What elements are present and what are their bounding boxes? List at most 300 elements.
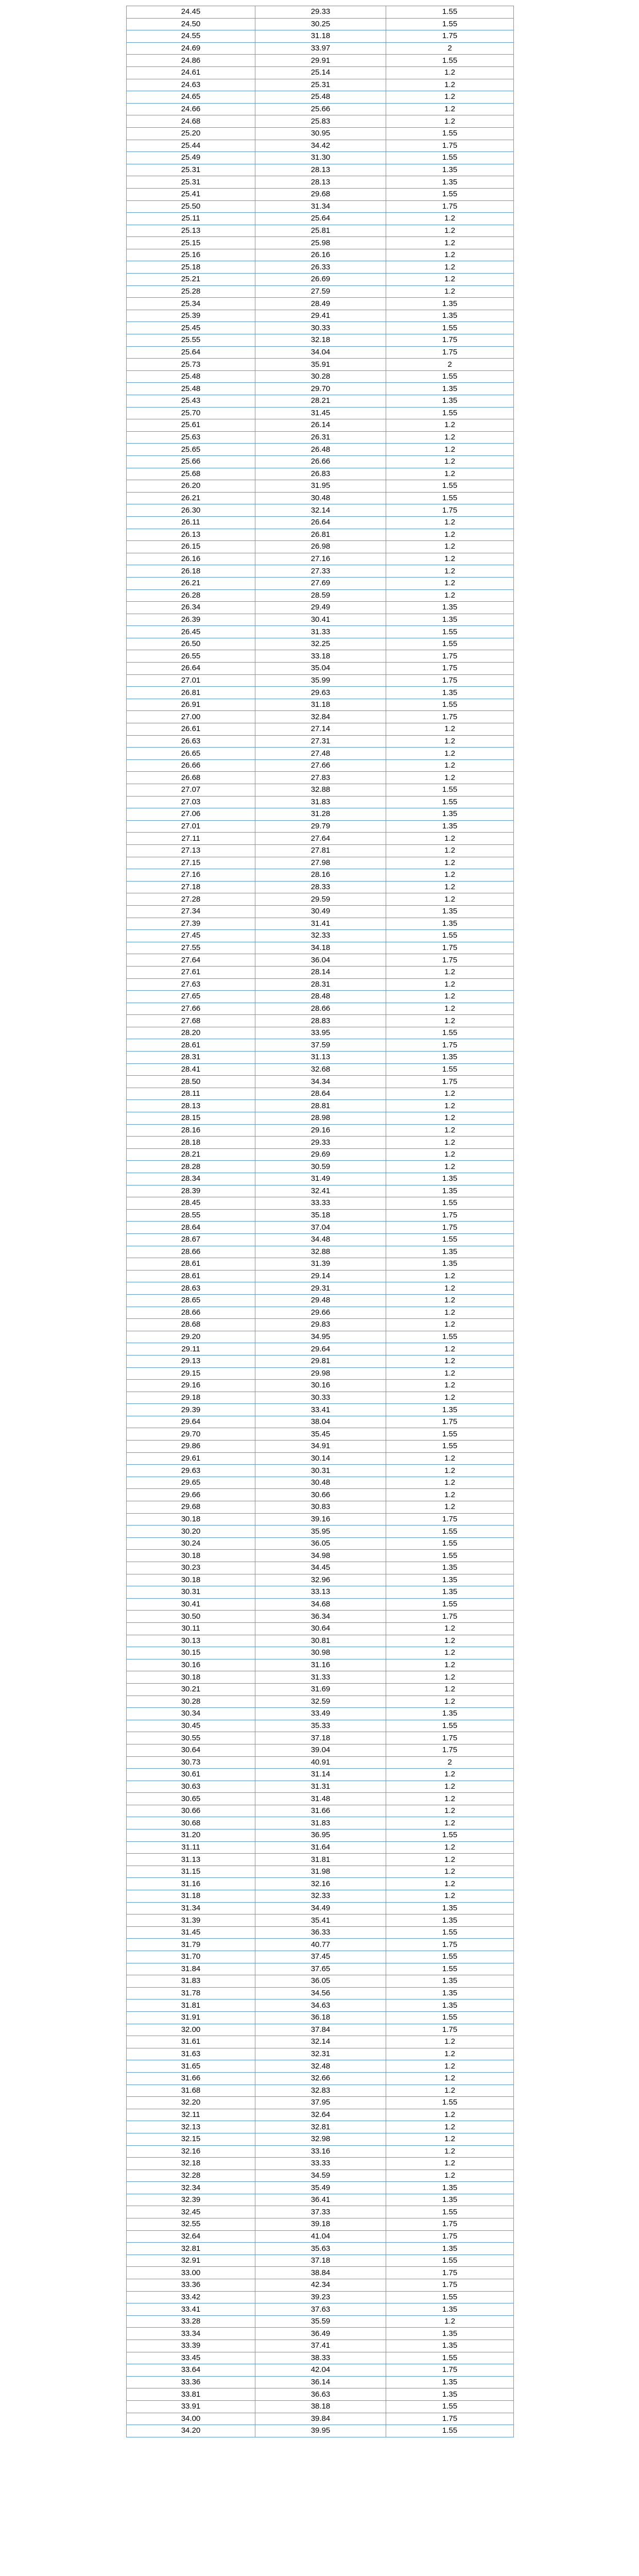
table-cell-col-2: 37.45 xyxy=(255,1951,386,1963)
table-cell-col-1: 34.20 xyxy=(127,2425,255,2437)
table-cell-col-1: 33.28 xyxy=(127,2315,255,2328)
table-row xyxy=(127,1222,514,1234)
table-cell-col-3: 1.55 xyxy=(386,55,514,67)
table-cell-col-1: 26.15 xyxy=(127,541,255,553)
table-cell-col-2: 34.59 xyxy=(255,2170,386,2182)
table-cell-col-3: 1.2 xyxy=(386,1124,514,1137)
table-cell-col-1: 27.65 xyxy=(127,991,255,1003)
table-cell-col-1: 24.69 xyxy=(127,42,255,55)
table-cell-col-2: 30.33 xyxy=(255,322,386,334)
table-cell-col-3: 1.55 xyxy=(386,127,514,140)
table-cell-col-1: 26.28 xyxy=(127,589,255,602)
table-row xyxy=(127,1963,514,1975)
table-cell-col-2: 30.31 xyxy=(255,1465,386,1477)
table-cell-col-1: 29.61 xyxy=(127,1452,255,1465)
table-cell-col-1: 32.18 xyxy=(127,2158,255,2170)
table-cell-col-3: 1.2 xyxy=(386,2315,514,2328)
table-cell-col-3: 1.55 xyxy=(386,784,514,796)
table-cell-col-1: 26.68 xyxy=(127,772,255,784)
table-cell-col-1: 25.15 xyxy=(127,237,255,249)
table-cell-col-1: 29.20 xyxy=(127,1331,255,1343)
table-row xyxy=(127,359,514,371)
table-row xyxy=(127,1537,514,1550)
table-cell-col-3: 1.2 xyxy=(386,2084,514,2097)
table-cell-col-1: 28.45 xyxy=(127,1197,255,1210)
table-cell-col-1: 33.36 xyxy=(127,2376,255,2388)
table-cell-col-2: 28.66 xyxy=(255,1003,386,1015)
table-cell-col-3: 1.2 xyxy=(386,1683,514,1696)
table-row xyxy=(127,2388,514,2401)
table-cell-col-3: 1.35 xyxy=(386,1185,514,1197)
table-cell-col-2: 31.98 xyxy=(255,1866,386,1878)
table-cell-col-3: 1.35 xyxy=(386,1902,514,1914)
table-cell-col-3: 1.35 xyxy=(386,1246,514,1258)
table-row xyxy=(127,2218,514,2231)
table-row xyxy=(127,2048,514,2060)
table-cell-col-1: 28.67 xyxy=(127,1233,255,1246)
table-row xyxy=(127,1246,514,1258)
table-cell-col-1: 30.18 xyxy=(127,1671,255,1684)
table-cell-col-2: 31.95 xyxy=(255,480,386,493)
table-row xyxy=(127,1878,514,1890)
table-row xyxy=(127,237,514,249)
table-cell-col-2: 29.48 xyxy=(255,1294,386,1307)
table-row xyxy=(127,1294,514,1307)
table-cell-col-2: 36.95 xyxy=(255,1829,386,1842)
table-cell-col-3: 1.75 xyxy=(386,504,514,517)
table-row xyxy=(127,2328,514,2340)
table-row xyxy=(127,1841,514,1854)
table-row xyxy=(127,857,514,869)
table-cell-col-3: 1.35 xyxy=(386,383,514,395)
table-row xyxy=(127,55,514,67)
table-cell-col-2: 36.34 xyxy=(255,1611,386,1623)
table-cell-col-3: 1.2 xyxy=(386,589,514,602)
table-cell-col-2: 31.33 xyxy=(255,626,386,638)
table-cell-col-2: 25.83 xyxy=(255,115,386,128)
table-cell-col-2: 34.56 xyxy=(255,1987,386,1999)
table-cell-col-3: 1.55 xyxy=(386,370,514,383)
table-cell-col-2: 35.41 xyxy=(255,1914,386,1927)
table-cell-col-3: 1.2 xyxy=(386,529,514,541)
table-cell-col-1: 24.65 xyxy=(127,91,255,104)
table-cell-col-3: 1.2 xyxy=(386,115,514,128)
table-row xyxy=(127,577,514,589)
table-cell-col-3: 1.2 xyxy=(386,1137,514,1149)
table-row xyxy=(127,383,514,395)
table-cell-col-1: 29.86 xyxy=(127,1440,255,1453)
table-cell-col-2: 26.66 xyxy=(255,455,386,468)
table-cell-col-1: 27.18 xyxy=(127,881,255,893)
table-cell-col-1: 31.78 xyxy=(127,1987,255,1999)
table-row xyxy=(127,2121,514,2133)
table-cell-col-1: 30.45 xyxy=(127,1720,255,1732)
table-cell-col-2: 25.66 xyxy=(255,103,386,115)
table-cell-col-2: 30.33 xyxy=(255,1392,386,1404)
table-cell-col-3: 1.35 xyxy=(386,1173,514,1185)
table-cell-col-1: 31.39 xyxy=(127,1914,255,1927)
table-row xyxy=(127,1720,514,1732)
table-cell-col-1: 31.68 xyxy=(127,2084,255,2097)
table-cell-col-2: 30.64 xyxy=(255,1622,386,1635)
table-row xyxy=(127,2255,514,2267)
table-row xyxy=(127,1975,514,1988)
table-cell-col-2: 26.16 xyxy=(255,249,386,261)
table-cell-col-1: 25.43 xyxy=(127,395,255,408)
table-row xyxy=(127,2072,514,2084)
table-cell-col-2: 32.59 xyxy=(255,1696,386,1708)
table-cell-col-3: 1.2 xyxy=(386,1647,514,1659)
table-cell-col-1: 25.11 xyxy=(127,213,255,225)
table-row xyxy=(127,1076,514,1088)
table-cell-col-3: 1.2 xyxy=(386,1866,514,1878)
table-cell-col-3: 1.55 xyxy=(386,1550,514,1562)
table-cell-col-1: 30.68 xyxy=(127,1817,255,1829)
table-cell-col-3: 1.75 xyxy=(386,711,514,723)
table-cell-col-2: 30.16 xyxy=(255,1380,386,1392)
table-cell-col-2: 28.13 xyxy=(255,164,386,176)
table-cell-col-1: 27.63 xyxy=(127,978,255,991)
table-cell-col-2: 33.95 xyxy=(255,1027,386,1039)
table-cell-col-1: 33.45 xyxy=(127,2352,255,2364)
table-cell-col-2: 25.81 xyxy=(255,225,386,237)
table-cell-col-1: 30.73 xyxy=(127,1756,255,1769)
table-cell-col-3: 1.35 xyxy=(386,395,514,408)
table-cell-col-2: 26.48 xyxy=(255,444,386,456)
table-cell-col-2: 40.77 xyxy=(255,1939,386,1951)
table-cell-col-3: 1.55 xyxy=(386,1428,514,1440)
table-row xyxy=(127,127,514,140)
table-row xyxy=(127,249,514,261)
table-cell-col-1: 27.00 xyxy=(127,711,255,723)
table-cell-col-2: 42.04 xyxy=(255,2364,386,2377)
table-row xyxy=(127,42,514,55)
table-cell-col-3: 1.2 xyxy=(386,1282,514,1295)
table-row xyxy=(127,30,514,43)
table-row xyxy=(127,395,514,408)
table-cell-col-1: 33.91 xyxy=(127,2400,255,2413)
table-cell-col-1: 33.00 xyxy=(127,2267,255,2279)
table-cell-col-3: 2 xyxy=(386,1756,514,1769)
table-cell-col-1: 26.18 xyxy=(127,565,255,578)
table-cell-col-1: 28.28 xyxy=(127,1161,255,1173)
table-cell-col-3: 1.35 xyxy=(386,176,514,189)
table-cell-col-1: 29.68 xyxy=(127,1501,255,1514)
table-cell-col-3: 1.55 xyxy=(386,480,514,493)
table-cell-col-1: 25.45 xyxy=(127,322,255,334)
table-cell-col-2: 30.98 xyxy=(255,1647,386,1659)
table-cell-col-3: 1.55 xyxy=(386,930,514,942)
table-cell-col-1: 32.64 xyxy=(127,2230,255,2243)
table-row xyxy=(127,1331,514,1343)
table-cell-col-1: 27.64 xyxy=(127,954,255,967)
table-cell-col-2: 38.33 xyxy=(255,2352,386,2364)
table-body xyxy=(127,6,514,2437)
table-cell-col-1: 27.34 xyxy=(127,905,255,918)
table-row xyxy=(127,1052,514,1064)
table-cell-col-3: 1.2 xyxy=(386,1465,514,1477)
table-cell-col-1: 32.28 xyxy=(127,2170,255,2182)
table-cell-col-2: 34.49 xyxy=(255,1902,386,1914)
table-cell-col-3: 1.2 xyxy=(386,468,514,480)
table-cell-col-2: 27.98 xyxy=(255,857,386,869)
table-cell-col-3: 1.75 xyxy=(386,663,514,675)
table-row xyxy=(127,2133,514,2145)
table-cell-col-1: 32.13 xyxy=(127,2121,255,2133)
table-row xyxy=(127,1805,514,1817)
table-row xyxy=(127,2400,514,2413)
table-cell-col-1: 30.18 xyxy=(127,1513,255,1526)
table-cell-col-1: 25.68 xyxy=(127,468,255,480)
table-cell-col-3: 1.55 xyxy=(386,2255,514,2267)
table-cell-col-2: 30.95 xyxy=(255,127,386,140)
table-cell-col-1: 29.15 xyxy=(127,1367,255,1380)
table-cell-col-1: 28.65 xyxy=(127,1294,255,1307)
table-cell-col-3: 1.75 xyxy=(386,1416,514,1428)
table-row xyxy=(127,553,514,565)
table-cell-col-1: 27.15 xyxy=(127,857,255,869)
table-cell-col-2: 33.18 xyxy=(255,650,386,663)
table-cell-col-3: 1.55 xyxy=(386,1598,514,1611)
table-cell-col-1: 28.34 xyxy=(127,1173,255,1185)
table-row xyxy=(127,2230,514,2243)
table-cell-col-3: 2 xyxy=(386,42,514,55)
table-cell-col-2: 26.81 xyxy=(255,529,386,541)
table-cell-col-1: 29.65 xyxy=(127,1477,255,1489)
table-row xyxy=(127,1137,514,1149)
table-cell-col-2: 35.18 xyxy=(255,1209,386,1222)
table-cell-col-2: 37.18 xyxy=(255,1732,386,1744)
table-cell-col-2: 34.98 xyxy=(255,1550,386,1562)
table-row xyxy=(127,176,514,189)
table-cell-col-1: 25.31 xyxy=(127,164,255,176)
table-cell-col-1: 27.16 xyxy=(127,869,255,882)
table-cell-col-3: 1.2 xyxy=(386,1635,514,1647)
table-cell-col-2: 39.18 xyxy=(255,2218,386,2231)
table-cell-col-1: 28.61 xyxy=(127,1039,255,1052)
table-cell-col-3: 1.55 xyxy=(386,638,514,650)
table-cell-col-2: 30.25 xyxy=(255,18,386,30)
table-row xyxy=(127,1209,514,1222)
table-cell-col-3: 1.35 xyxy=(386,2328,514,2340)
table-cell-col-1: 29.70 xyxy=(127,1428,255,1440)
table-row xyxy=(127,844,514,857)
table-cell-col-3: 1.2 xyxy=(386,1380,514,1392)
table-cell-col-1: 25.13 xyxy=(127,225,255,237)
table-row xyxy=(127,638,514,650)
table-cell-col-1: 26.21 xyxy=(127,492,255,504)
table-row xyxy=(127,164,514,176)
table-cell-col-2: 34.42 xyxy=(255,140,386,152)
table-row xyxy=(127,1951,514,1963)
table-cell-col-3: 1.55 xyxy=(386,1526,514,1538)
table-cell-col-1: 32.34 xyxy=(127,2182,255,2194)
table-row xyxy=(127,1148,514,1161)
table-cell-col-2: 28.16 xyxy=(255,869,386,882)
table-cell-col-1: 26.61 xyxy=(127,723,255,736)
table-cell-col-3: 1.35 xyxy=(386,1914,514,1927)
table-cell-col-2: 28.81 xyxy=(255,1100,386,1112)
table-row xyxy=(127,1501,514,1514)
table-cell-col-2: 29.63 xyxy=(255,687,386,699)
table-cell-col-1: 30.13 xyxy=(127,1635,255,1647)
table-cell-col-1: 27.45 xyxy=(127,930,255,942)
table-row xyxy=(127,1489,514,1501)
table-cell-col-1: 31.84 xyxy=(127,1963,255,1975)
table-cell-col-3: 1.2 xyxy=(386,844,514,857)
table-cell-col-2: 32.66 xyxy=(255,2072,386,2084)
table-cell-col-3: 1.55 xyxy=(386,796,514,808)
table-cell-col-3: 1.2 xyxy=(386,772,514,784)
table-row xyxy=(127,285,514,298)
table-cell-col-3: 1.35 xyxy=(386,1052,514,1064)
table-row xyxy=(127,978,514,991)
table-cell-col-1: 31.61 xyxy=(127,2036,255,2048)
table-cell-col-3: 1.2 xyxy=(386,1793,514,1805)
table-cell-col-3: 1.35 xyxy=(386,1258,514,1270)
table-cell-col-3: 1.2 xyxy=(386,1161,514,1173)
table-cell-col-2: 37.33 xyxy=(255,2206,386,2218)
table-cell-col-3: 1.2 xyxy=(386,553,514,565)
table-cell-col-1: 29.16 xyxy=(127,1380,255,1392)
table-cell-col-3: 1.2 xyxy=(386,748,514,760)
table-cell-col-3: 1.2 xyxy=(386,285,514,298)
table-cell-col-2: 26.14 xyxy=(255,419,386,432)
table-cell-col-2: 38.84 xyxy=(255,2267,386,2279)
table-cell-col-2: 29.31 xyxy=(255,1282,386,1295)
table-cell-col-3: 1.2 xyxy=(386,1270,514,1282)
table-cell-col-3: 1.2 xyxy=(386,2109,514,2121)
table-cell-col-2: 35.45 xyxy=(255,1428,386,1440)
table-row xyxy=(127,1987,514,1999)
table-cell-col-3: 1.2 xyxy=(386,2170,514,2182)
table-row xyxy=(127,2060,514,2073)
table-cell-col-3: 1.2 xyxy=(386,881,514,893)
table-cell-col-2: 32.64 xyxy=(255,2109,386,2121)
table-cell-col-3: 1.2 xyxy=(386,541,514,553)
table-cell-col-1: 24.61 xyxy=(127,66,255,79)
table-cell-col-2: 29.81 xyxy=(255,1355,386,1367)
table-cell-col-3: 1.2 xyxy=(386,91,514,104)
table-cell-col-1: 30.64 xyxy=(127,1744,255,1756)
table-row xyxy=(127,322,514,334)
table-row xyxy=(127,614,514,626)
table-cell-col-2: 29.33 xyxy=(255,1137,386,1149)
table-row xyxy=(127,541,514,553)
table-cell-col-1: 26.39 xyxy=(127,614,255,626)
table-cell-col-1: 27.06 xyxy=(127,808,255,821)
table-cell-col-3: 1.55 xyxy=(386,699,514,711)
table-cell-col-3: 1.2 xyxy=(386,1805,514,1817)
table-cell-col-1: 31.66 xyxy=(127,2072,255,2084)
table-cell-col-2: 39.84 xyxy=(255,2413,386,2425)
table-row xyxy=(127,1635,514,1647)
table-row xyxy=(127,2036,514,2048)
table-cell-col-1: 25.48 xyxy=(127,370,255,383)
table-cell-col-2: 33.49 xyxy=(255,1708,386,1720)
table-cell-col-3: 1.75 xyxy=(386,2218,514,2231)
table-row xyxy=(127,2084,514,2097)
table-cell-col-2: 29.49 xyxy=(255,602,386,614)
table-cell-col-1: 26.45 xyxy=(127,626,255,638)
table-row xyxy=(127,468,514,480)
table-row xyxy=(127,455,514,468)
table-cell-col-3: 1.35 xyxy=(386,310,514,322)
table-cell-col-2: 25.48 xyxy=(255,91,386,104)
table-cell-col-1: 26.11 xyxy=(127,516,255,529)
table-cell-col-2: 27.59 xyxy=(255,285,386,298)
table-cell-col-2: 36.04 xyxy=(255,954,386,967)
table-row xyxy=(127,1197,514,1210)
table-cell-col-3: 1.75 xyxy=(386,1076,514,1088)
table-cell-col-1: 33.39 xyxy=(127,2340,255,2352)
table-cell-col-1: 27.07 xyxy=(127,784,255,796)
table-cell-col-3: 1.2 xyxy=(386,978,514,991)
table-cell-col-1: 31.20 xyxy=(127,1829,255,1842)
table-cell-col-3: 1.35 xyxy=(386,602,514,614)
table-cell-col-1: 25.41 xyxy=(127,188,255,200)
table-cell-col-2: 35.91 xyxy=(255,359,386,371)
table-row xyxy=(127,930,514,942)
table-cell-col-1: 32.00 xyxy=(127,2024,255,2036)
table-row xyxy=(127,370,514,383)
table-cell-col-3: 1.2 xyxy=(386,1622,514,1635)
table-cell-col-2: 36.14 xyxy=(255,2376,386,2388)
table-cell-col-3: 1.75 xyxy=(386,1513,514,1526)
table-row xyxy=(127,748,514,760)
table-cell-col-2: 30.28 xyxy=(255,370,386,383)
table-cell-col-1: 33.64 xyxy=(127,2364,255,2377)
table-row xyxy=(127,1233,514,1246)
table-cell-col-1: 26.81 xyxy=(127,687,255,699)
table-cell-col-1: 24.86 xyxy=(127,55,255,67)
table-cell-col-1: 25.63 xyxy=(127,431,255,444)
table-cell-col-3: 1.55 xyxy=(386,2400,514,2413)
table-cell-col-3: 1.75 xyxy=(386,334,514,347)
table-cell-col-3: 1.55 xyxy=(386,2097,514,2109)
table-cell-col-3: 1.2 xyxy=(386,419,514,432)
table-cell-col-1: 26.16 xyxy=(127,553,255,565)
table-cell-col-3: 1.55 xyxy=(386,1331,514,1343)
table-cell-col-1: 24.66 xyxy=(127,103,255,115)
table-cell-col-3: 1.35 xyxy=(386,1708,514,1720)
table-cell-col-2: 31.18 xyxy=(255,30,386,43)
table-row xyxy=(127,346,514,359)
table-row xyxy=(127,1112,514,1125)
table-cell-col-3: 1.2 xyxy=(386,759,514,772)
table-row xyxy=(127,1914,514,1927)
table-cell-col-1: 32.45 xyxy=(127,2206,255,2218)
table-cell-col-2: 28.31 xyxy=(255,978,386,991)
table-cell-col-3: 1.2 xyxy=(386,79,514,91)
table-row xyxy=(127,2376,514,2388)
table-cell-col-2: 32.14 xyxy=(255,504,386,517)
table-cell-col-3: 1.75 xyxy=(386,2279,514,2292)
table-cell-col-2: 32.84 xyxy=(255,711,386,723)
table-cell-col-1: 27.03 xyxy=(127,796,255,808)
table-row xyxy=(127,1829,514,1842)
table-cell-col-2: 28.64 xyxy=(255,1088,386,1100)
table-row xyxy=(127,6,514,19)
table-cell-col-1: 28.63 xyxy=(127,1282,255,1295)
table-cell-col-3: 1.2 xyxy=(386,1319,514,1331)
table-cell-col-3: 1.2 xyxy=(386,1148,514,1161)
table-cell-col-3: 1.75 xyxy=(386,346,514,359)
table-row xyxy=(127,1598,514,1611)
table-cell-col-3: 2 xyxy=(386,359,514,371)
table-cell-col-1: 31.34 xyxy=(127,1902,255,1914)
table-cell-col-2: 36.05 xyxy=(255,1537,386,1550)
